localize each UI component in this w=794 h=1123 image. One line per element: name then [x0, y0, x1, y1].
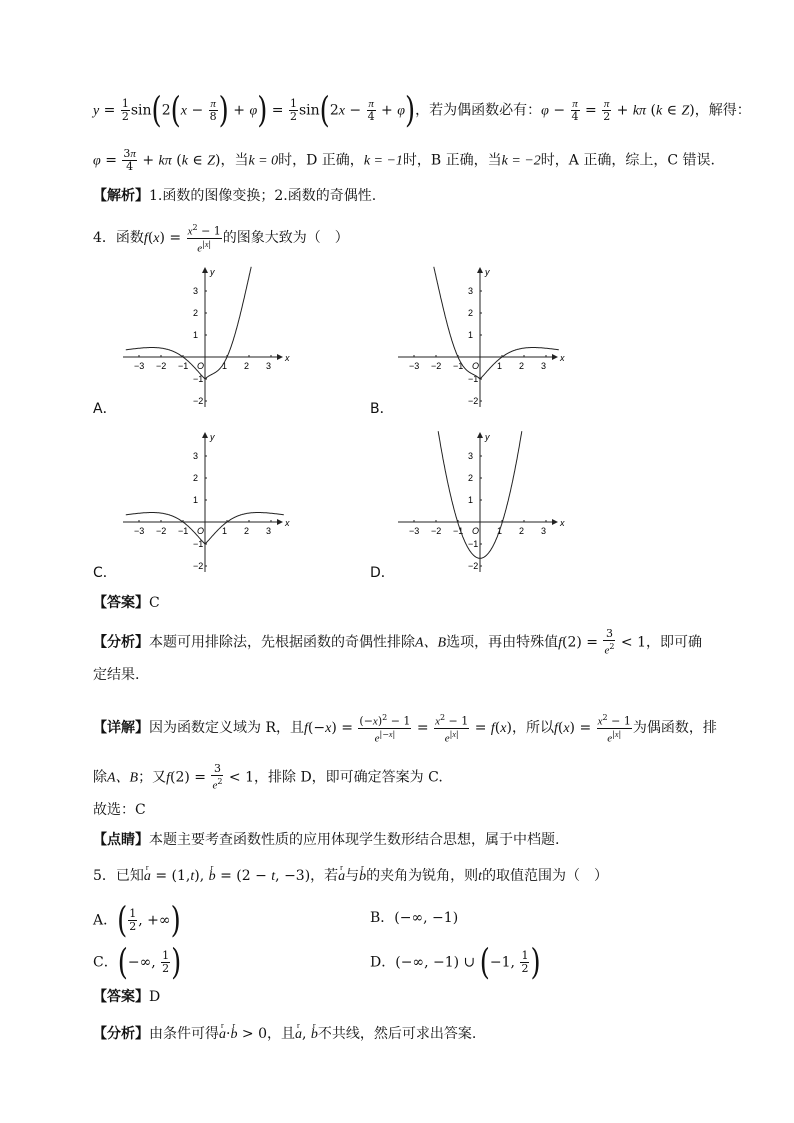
x-tick-label: −1	[453, 526, 464, 536]
x-tick-label: −2	[156, 526, 167, 536]
q5-option-b[interactable]: B．(−∞, −1)	[370, 910, 459, 926]
y-tick-label: −2	[193, 561, 204, 571]
y-axis-arrow	[202, 267, 208, 273]
y-tick-label: 2	[193, 473, 199, 483]
math: k = −2	[501, 153, 541, 169]
text: 为偶函数，排	[632, 720, 717, 737]
y-axis-label: y	[210, 432, 215, 442]
x-tick-label: 2	[244, 361, 250, 371]
y-tick-label: −2	[193, 396, 204, 406]
graph-option-b	[390, 265, 565, 415]
x-axis-arrow	[552, 519, 558, 525]
y-tick-label: −2	[468, 561, 479, 571]
text: 时，A 正确，综上，C 错误.	[540, 152, 715, 169]
q5-option-a[interactable]: A．( $\frac{1}{2}$ , +∞)	[93, 900, 181, 941]
y-axis-label: y	[485, 432, 490, 442]
text: ，解得：	[694, 102, 751, 119]
x-tick-label: −3	[134, 526, 145, 536]
y-tick-label: −1	[468, 539, 479, 549]
y-tick-label: −1	[193, 539, 204, 549]
option-label: D．	[370, 954, 396, 971]
x-axis-label: x	[285, 518, 290, 528]
math: k = −1	[363, 153, 403, 169]
x-tick-label: −3	[409, 361, 420, 371]
text: 除	[93, 769, 107, 786]
analysis-tag: 【分析】	[93, 1026, 149, 1042]
x-tick-label: O	[472, 526, 480, 536]
option-a-label: A．	[93, 401, 117, 417]
x-tick-label: −1	[453, 361, 464, 371]
text: 的图象大致为（ ）	[222, 230, 349, 247]
x-tick-label: −2	[156, 361, 167, 371]
text: ，排除 D，即可确定答案为 C.	[254, 769, 443, 786]
jiexi-line	[93, 186, 734, 206]
y-tick-label: 1	[193, 495, 199, 505]
x-axis-label: x	[560, 518, 565, 528]
answer-value: D	[149, 989, 161, 1005]
text: 时，B 正确，当	[402, 152, 502, 169]
x-axis-label: x	[285, 353, 290, 363]
x-tick-label: 3	[541, 361, 547, 371]
text: 定结果.	[93, 667, 140, 683]
y-axis-arrow	[477, 432, 483, 438]
option-label: A．	[93, 912, 118, 929]
x-tick-label: −3	[134, 361, 145, 371]
x-tick-label: 3	[266, 526, 272, 536]
text: ，当	[220, 152, 249, 169]
y-tick-label: −1	[468, 374, 479, 384]
graph-option-c	[115, 430, 290, 580]
option-label: B．	[370, 910, 395, 926]
x-tick-label: −3	[409, 526, 420, 536]
text: ，若为偶函数必有：	[415, 102, 542, 119]
x-tick-label: −2	[431, 526, 442, 536]
math: A、B	[107, 770, 139, 786]
y-tick-label: 2	[193, 308, 199, 318]
q5-option-d[interactable]: D．(−∞, −1) ∪ (−1, $\frac{1}{2}$ )	[370, 942, 541, 983]
option-d-label: D．	[370, 565, 395, 581]
x-axis-label: x	[560, 353, 565, 363]
x-tick-label: 3	[541, 526, 547, 536]
answer-tag: 【答案】	[93, 595, 149, 611]
x-axis-arrow	[277, 354, 283, 360]
y-tick-label: 3	[468, 451, 474, 461]
x-tick-label: 2	[519, 526, 525, 536]
text: 因为函数定义域为 R，且	[149, 720, 304, 737]
text: ，所以	[511, 720, 554, 737]
solution-formula-line-2: φ = $\frac{3\pi}{4}$ + kπ (k ∈ Z)，当k = 0时，D 正确，k = −1时，B 正确，当k = −2时，A 正确，综上，C 错误.	[93, 147, 715, 173]
question-4-stem: 4．函数f(x) = $\frac{x^2 - 1}{e^{|x|}}$ 的图象大致为（ ）	[93, 223, 349, 255]
detail-tag: 【详解】	[93, 720, 149, 737]
text: 与	[345, 868, 360, 884]
option-c-label: C．	[93, 565, 117, 581]
y-axis-arrow	[202, 432, 208, 438]
y-tick-label: −2	[468, 396, 479, 406]
x-tick-label: 1	[222, 526, 228, 536]
text: ，即可确	[646, 634, 702, 651]
x-tick-label: O	[197, 526, 205, 536]
q4-detail-cont: 除A、B；又f(2) = $\frac{3}{e^2}$ < 1，排除 D，即可确定答案为 C.	[93, 762, 443, 792]
text: 时，D 正确，	[278, 152, 364, 169]
y-axis-arrow	[477, 267, 483, 273]
option-label: C．	[93, 954, 118, 971]
text: ，且	[267, 1026, 295, 1042]
x-tick-label: −1	[178, 361, 189, 371]
math: A、B	[415, 635, 447, 651]
x-tick-label: 1	[222, 361, 228, 371]
text: ；又	[138, 769, 167, 786]
y-tick-label: 1	[193, 330, 199, 340]
y-tick-label: 3	[468, 286, 474, 296]
x-tick-label: O	[472, 361, 480, 371]
question-number: 4．	[93, 230, 116, 247]
y-tick-label: 2	[468, 473, 474, 483]
q5-option-c[interactable]: C．(−∞, $\frac{1}{2}$ )	[93, 942, 182, 983]
x-tick-label: 2	[244, 526, 250, 536]
q4-analysis: 【分析】本题可用排除法，先根据函数的奇偶性排除A、B选项，再由特殊值f(2) = $\frac{3}{e^2}$ < 1，即可确	[93, 627, 702, 657]
math: k = 0	[248, 153, 279, 169]
question-number: 5．	[93, 868, 116, 884]
q4-choice: 故选：C	[93, 802, 146, 818]
q5-analysis: 【分析】由条件可得r a·r b > 0，且r a, r b不共线，然后可求出答案.	[93, 1024, 734, 1045]
option-b-label: B．	[370, 401, 394, 417]
x-tick-label: 1	[497, 526, 503, 536]
text: 不共线，然后可求出答案.	[317, 1026, 477, 1042]
x-tick-label: O	[197, 361, 205, 371]
q4-analysis-cont	[93, 665, 734, 685]
text: 本题可用排除法，先根据函数的奇偶性排除	[149, 634, 415, 651]
question-5-stem: 5．已知r a = (1,t), r b = (2 − t, −3)，若r a与r b的夹角为锐角，则t的取值范围为（ ）	[93, 866, 734, 887]
solution-formula-line-1: y = $\frac{1}{2}$ sin(2(x − $\frac{\pi}{8}$ ) + φ) = $\frac{1}{2}$ sin(2x − $\frac{\pi}{4}$ + φ)，若为偶函数必有：φ − $\frac{\pi}{4}$ = $\frac{\pi}{2}$ + kπ (k ∈ Z)，解得：	[93, 90, 751, 131]
text: 选项，再由特殊值	[446, 634, 559, 651]
answer-tag: 【答案】	[93, 989, 149, 1005]
text: 函数	[115, 230, 144, 247]
y-tick-label: 2	[468, 308, 474, 318]
x-tick-label: 1	[497, 361, 503, 371]
y-tick-label: 3	[193, 286, 199, 296]
jiexi-text: 1.函数的图像变换；2.函数的奇偶性.	[149, 188, 377, 204]
text: 的取值范围为（ ）	[482, 868, 609, 884]
y-axis-label: y	[485, 267, 490, 277]
x-tick-label: 2	[519, 361, 525, 371]
y-tick-label: −1	[193, 374, 204, 384]
graph-option-d	[390, 430, 565, 580]
x-axis-arrow	[552, 354, 558, 360]
graph-option-a	[115, 265, 290, 415]
y-tick-label: 1	[468, 330, 474, 340]
q4-detail: 【详解】因为函数定义域为 R，且f(−x) = $\frac{(-x)^2 - 1}{e^{|-x|}}$ = $\frac{x^2 - 1}{e^{|x|}}$ = f(x)，所以f(x) = $\frac{x^2 - 1}{e^{|x|}}$ 为偶函数，排	[93, 713, 717, 745]
y-tick-label: 1	[468, 495, 474, 505]
x-tick-label: −2	[431, 361, 442, 371]
x-axis-arrow	[277, 519, 283, 525]
q4-answer	[93, 593, 734, 613]
answer-value: C	[149, 595, 160, 611]
q5-answer	[93, 987, 734, 1007]
function-curve	[126, 267, 251, 379]
text: 的夹角为锐角，则	[366, 868, 479, 884]
text: 已知	[115, 868, 144, 884]
x-tick-label: 3	[266, 361, 272, 371]
text: ，若	[310, 868, 339, 884]
analysis-tag: 【分析】	[93, 634, 149, 651]
x-tick-label: −1	[178, 526, 189, 536]
y-tick-label: 3	[193, 451, 199, 461]
comment-tag: 【点睛】	[93, 832, 149, 848]
comment-text: 本题主要考查函数性质的应用体现学生数形结合思想，属于中档题.	[149, 832, 560, 848]
jiexi-tag: 【解析】	[93, 188, 149, 204]
text: 由条件可得	[149, 1026, 219, 1042]
y-axis-label: y	[210, 267, 215, 277]
q4-comment	[93, 830, 734, 850]
